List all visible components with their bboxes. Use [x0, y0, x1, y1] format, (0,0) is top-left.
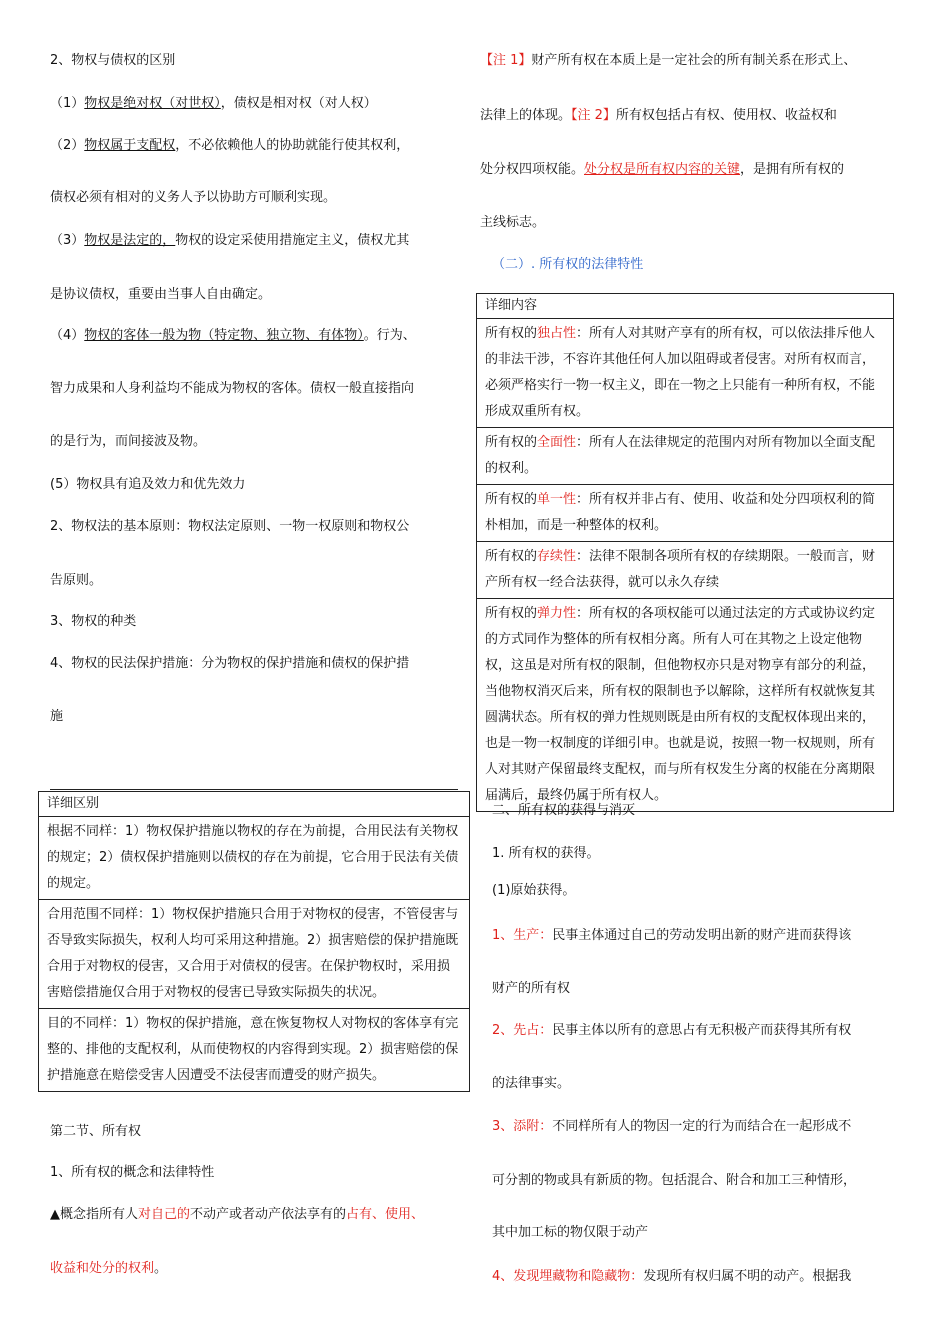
table-row: 根据不同样：1）物权保护措施以物权的存在为前提，合用民法有关物权的规定；2）债权保护措施则以债权的存在为前提，它合用于民法有关债的规定。: [39, 817, 469, 900]
item-2: （2）物权属于支配权，不必依赖他人的协助就能行使其权利，: [50, 138, 410, 153]
divider-line: [50, 789, 458, 790]
table-row: 所有权的存续性：法律不限制各项所有权的存续期限。一般而言，财产所有权一经合法获得，就可以永久存续: [477, 542, 893, 599]
principles: 2、物权法的基本原则：物权法定原则、一物一权原则和物权公: [50, 519, 410, 534]
table-row: 合用范围不同样：1）物权保护措施只合用于对物权的侵害，不管侵害与否导致实际损失，权利人均可采用这种措施。2）损害赔偿的保护措施既合用于对物权的侵害，又合用于对债权的侵害。在保护物权时，采用损害赔偿措施仅合用于对物权的侵害已导致实际损失的状况。: [39, 900, 469, 1009]
note-1: 【注 1】财产所有权在本质上是一定社会的所有制关系在形式上、: [480, 53, 857, 68]
subsection-heading: (1)原始获得。: [492, 883, 576, 898]
acquisition-item: 1、生产：民事主体通过自己的劳动发明出新的财产进而获得该: [492, 928, 852, 943]
properties-table: [476, 293, 894, 812]
section-title: 2、物权与债权的区别: [50, 53, 176, 68]
item-1: （1）物权是绝对权（对世权），债权是相对权（对人权）: [50, 96, 377, 111]
table-row: 所有权的单一性：所有权并非占有、使用、收益和处分四项权利的简朴相加，而是一种整体的权利。: [477, 485, 893, 542]
subsection-heading: 1. 所有权的获得。: [492, 846, 600, 861]
acquisition-item: 3、添附：不同样所有人的物因一定的行为而结合在一起形成不: [492, 1119, 852, 1134]
concept-line: ▲概念指所有人对自己的不动产或者动产依法享有的占有、使用、: [50, 1207, 425, 1222]
acquisition-item-cont: 财产的所有权: [492, 981, 571, 996]
table-header: 详细区别: [39, 792, 469, 817]
protection: 4、物权的民法保护措施：分为物权的保护措施和债权的保护措: [50, 656, 410, 671]
concept-line-cont: 收益和处分的权利。: [50, 1261, 168, 1276]
note-1-cont: 法律上的体现。【注 2】所有权包括占有权、使用权、收益权和: [480, 108, 837, 123]
note-2-cont2: 主线标志。: [480, 215, 546, 230]
table-row: 目的不同样：1）物权的保护措施，意在恢复物权人对物权的客体享有完整的、排他的支配权利，从而使物权的内容得到实现。2）损害赔偿的保护措施意在赔偿受害人因遭受不法侵害而遭受的财产损失。: [47, 1016, 459, 1083]
table-header: 详细内容: [477, 294, 893, 319]
difference-table: [38, 791, 470, 1092]
acquisition-item: 4、发现埋藏物和隐藏物：发现所有权归属不明的动产。根据我: [492, 1269, 852, 1284]
acquisition-item-cont: 的法律事实。: [492, 1076, 571, 1091]
item-3-cont: 是协议债权，重要由当事人自由确定。: [50, 287, 272, 302]
acquisition-item: 2、先占：民事主体以所有的意思占有无积极产而获得其所有权: [492, 1023, 852, 1038]
section-heading: 第二节、所有权: [50, 1124, 142, 1139]
acquisition-item-cont: 其中加工标的物仅限于动产: [492, 1225, 649, 1240]
kinds: 3、物权的种类: [50, 614, 137, 629]
protection-cont: 施: [50, 709, 64, 724]
subsection-heading: 1、所有权的概念和法律特性: [50, 1165, 215, 1180]
note-2-cont: 处分权四项权能。处分权是所有权内容的关键，是拥有所有权的: [480, 162, 845, 177]
subsection-heading-blue: （二）. 所有权的法律特性: [492, 257, 644, 272]
table-row: 所有权的弹力性：所有权的各项权能可以通过法定的方式或协议约定的方式同作为整体的所有权相分离。所有人可在其物之上设定他物权，这虽是对所有权的限制，但他物权亦只是对物享有部分的利益，当他物权消灭后来，所有权的限制也予以解除，这样所有权就恢复其圆满状态。所有权的弹力性规则既是由所有权的支配权体现出来的，也是一物一权制度的详细引申。也就是说，按照一物一权规则，所有人对其财产保留最终支配权，而与所有权发生分离的权能在分离期限届满后，最终仍属于所有权人。: [485, 606, 876, 803]
item-2-cont: 债权必须有相对的义务人予以协助方可顺利实现。: [50, 190, 337, 205]
principles-cont: 告原则。: [50, 573, 103, 588]
item-4-cont2: 的是行为，而间接波及物。: [50, 434, 207, 449]
acquisition-item-cont: 可分割的物或具有新质的物。包括混合、附合和加工三种情形，: [492, 1173, 857, 1188]
item-3: （3）物权是法定的，物权的设定采使用措施定主义，债权尤其: [50, 233, 410, 248]
table-row: 所有权的全面性：所有人在法律规定的范围内对所有物加以全面支配的权利。: [477, 428, 893, 485]
item-5: (5）物权具有追及效力和优先效力: [50, 477, 246, 492]
table-row: 所有权的独占性：所有人对其财产享有的所有权，可以依法排斥他人的非法干涉，不容许其他任何人加以阻碍或者侵害。对所有权而言，必须严格实行一物一权主义，即在一物之上只能有一种所有权，不能形成双重所有权。: [477, 319, 893, 428]
item-4-cont: 智力成果和人身利益均不能成为物权的客体。债权一般直接指向: [50, 381, 415, 396]
item-4: （4）物权的客体一般为物（特定物、独立物、有体物）。行为、: [50, 328, 416, 343]
section-heading: 二、所有权的获得与消灭: [492, 803, 636, 818]
